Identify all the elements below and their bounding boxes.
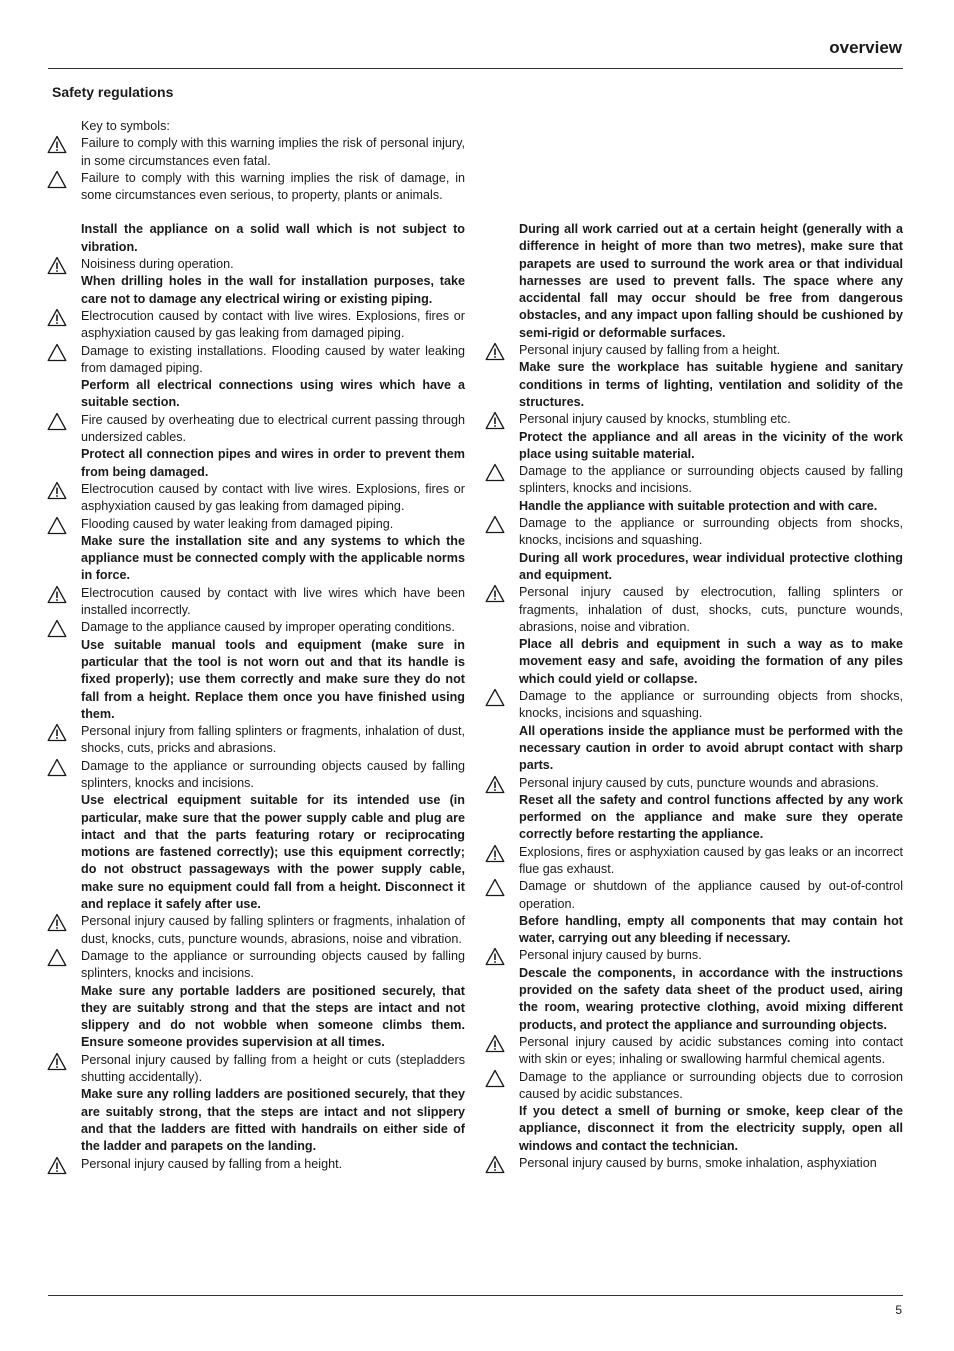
safety-instruction	[81, 983, 465, 1052]
hazard-description	[81, 1052, 465, 1087]
paragraph-text: Perform all electrical connections using wires which have a suitable section.	[81, 378, 465, 410]
warning-exclamation-triangle-icon	[47, 256, 67, 275]
hazard-description	[519, 1155, 903, 1172]
warning-triangle-icon	[47, 948, 67, 967]
paragraph-text: When drilling holes in the wall for installation purposes, take care not to damage any electrical wiring or existing piping.	[81, 274, 465, 306]
hazard-description	[81, 1156, 465, 1173]
safety-instruction	[519, 550, 903, 585]
hazard-description	[81, 308, 465, 343]
paragraph-text: Damage to the appliance or surrounding objects due to corrosion caused by acidic substances.	[519, 1069, 903, 1101]
paragraph-text: Protect all connection pipes and wires in order to prevent them from being damaged.	[81, 447, 465, 479]
safety-instruction	[519, 1103, 903, 1155]
safety-instruction	[81, 637, 465, 723]
header-title: overview	[829, 38, 902, 57]
key-to-symbols-label	[81, 118, 465, 135]
safety-instruction	[519, 965, 903, 1034]
hazard-description	[519, 775, 903, 792]
paragraph-text: Damage to the appliance caused by improper operating conditions.	[81, 620, 455, 635]
safety-instruction	[519, 359, 903, 411]
hazard-description	[81, 516, 465, 533]
paragraph-text: Damage to the appliance or surrounding objects from shocks, knocks, incisions and squashing.	[519, 689, 903, 721]
paragraph-text: Descale the components, in accordance with the instructions provided on the safety data sheet of the product used, airing the room, wearing protective clothing, avoid mixing different products, and protect the appliance and surrounding objects.	[519, 965, 903, 1032]
paragraph-text: During all work procedures, wear individual protective clothing and equipment.	[519, 550, 903, 582]
paragraph-text: During all work carried out at a certain height (generally with a difference in height of more than two metres), make sure that parapets are used to surround the work area or that individual harnesses are used to prevent falls. The space where any accidental fall may occur should be free from dangerous obstacles, and any impact upon falling should be cushioned by semi-rigid or deformable surfaces.	[519, 222, 903, 340]
safety-instruction	[81, 533, 465, 585]
hazard-description	[519, 1069, 903, 1104]
warning-triangle-icon	[47, 619, 67, 638]
hazard-description	[81, 619, 465, 636]
paragraph-text: Damage to the appliance or surrounding objects caused by falling splinters, knocks and incisions.	[519, 464, 903, 496]
hazard-description	[519, 342, 903, 359]
paragraph-text: Noisiness during operation.	[81, 257, 234, 272]
paragraph-text: Before handling, empty all components that may contain hot water, carrying out any bleeding if necessary.	[519, 913, 903, 946]
paragraph-text: Damage to existing installations. Flooding caused by water leaking from damaged piping.	[81, 343, 465, 375]
warning-triangle-icon	[485, 1069, 505, 1088]
paragraph-text: Electrocution caused by contact with live wires. Explosions, fires or asphyxiation caused by gas leaking from damaged piping.	[81, 308, 465, 341]
paragraph-text: Protect the appliance and all areas in the vicinity of the work place using suitable material.	[519, 429, 903, 461]
warning-exclamation-triangle-icon	[47, 1156, 67, 1175]
paragraph-text: All operations inside the appliance must be performed with the necessary caution in order to avoid abrupt contact with sharp parts.	[519, 723, 903, 773]
warning-exclamation-triangle-icon	[47, 913, 67, 932]
warning-triangle-icon	[485, 515, 505, 534]
hazard-description	[519, 411, 903, 428]
hazard-description	[519, 844, 903, 879]
safety-instruction	[81, 377, 465, 412]
paragraph-text: Electrocution caused by contact with live wires. Explosions, fires or asphyxiation caused by gas leaking from damaged piping.	[81, 481, 465, 514]
right-column	[519, 221, 903, 1172]
safety-instruction	[81, 446, 465, 481]
hazard-description	[519, 688, 903, 723]
paragraph-text: Personal injury caused by burns, smoke inhalation, asphyxiation	[519, 1156, 877, 1171]
hazard-description	[81, 135, 465, 170]
safety-instruction	[519, 792, 903, 844]
paragraph-text: Make sure any portable ladders are positioned securely, that they are suitably strong and that the steps are intact and not slippery and do not wobble when someone climbs them. Ensure someone provides supervision at all times.	[81, 983, 465, 1050]
warning-exclamation-triangle-icon	[47, 1052, 67, 1071]
warning-exclamation-triangle-icon	[485, 947, 505, 966]
safety-instruction	[81, 792, 465, 913]
warning-exclamation-triangle-icon	[485, 1034, 505, 1053]
paragraph-text: Place all debris and equipment in such a way as to make movement easy and safe, avoiding the formation of any piles which could yield or collapse.	[519, 637, 903, 686]
hazard-description	[81, 170, 465, 205]
warning-exclamation-triangle-icon	[485, 844, 505, 863]
paragraph-text: Reset all the safety and control functions affected by any work performed on the appliance and make sure they operate correctly before restarting the appliance.	[519, 792, 903, 842]
hazard-description	[519, 584, 903, 636]
hazard-description	[519, 947, 903, 964]
paragraph-text: Personal injury caused by falling from a height or cuts (stepladders shutting accidentally).	[81, 1052, 465, 1085]
paragraph-text: Personal injury caused by falling from a height.	[81, 1156, 343, 1171]
hazard-description	[81, 343, 465, 378]
safety-instruction	[519, 723, 903, 775]
paragraph-text: Personal injury caused by electrocution, falling splinters or fragments, inhalation of dust, shocks, cuts, puncture wounds, abrasions, noise and vibration.	[519, 585, 903, 634]
warning-triangle-icon	[485, 688, 505, 707]
safety-instruction	[519, 498, 903, 515]
paragraph-text: Personal injury caused by falling splinters or fragments, inhalation of dust, knocks, cuts, puncture wounds, abrasions, noise and vibration.	[81, 914, 465, 946]
warning-triangle-icon	[485, 878, 505, 897]
paragraph-text: Explosions, fires or asphyxiation caused by gas leaks or an incorrect flue gas exhaust.	[519, 844, 903, 876]
hazard-description	[81, 585, 465, 620]
paragraph-text: Use suitable manual tools and equipment (make sure in particular that the tool is not worn out and that its handle is fixed properly); use them correctly and make sure they do not fall from a height. Replace them once you have finished using them.	[81, 637, 465, 721]
footer-divider	[48, 1295, 903, 1296]
hazard-description	[519, 515, 903, 550]
warning-exclamation-triangle-icon	[485, 584, 505, 603]
page-number: 5	[895, 1303, 902, 1317]
warning-exclamation-triangle-icon	[485, 1155, 505, 1174]
warning-triangle-icon	[47, 758, 67, 777]
paragraph-text: Handle the appliance with suitable protection and with care.	[519, 498, 878, 513]
paragraph-text: Make sure the installation site and any systems to which the appliance must be connected comply with the applicable norms in force.	[81, 533, 465, 583]
hazard-description	[81, 913, 465, 948]
paragraph-text: Personal injury from falling splinters or fragments, inhalation of dust, shocks, cuts, pricks and abrasions.	[81, 724, 465, 756]
hazard-description	[81, 412, 465, 447]
header-divider	[48, 68, 903, 69]
safety-instruction	[519, 913, 903, 948]
safety-instruction	[81, 221, 465, 256]
warning-triangle-icon	[47, 412, 67, 431]
paragraph-text: Damage to the appliance or surrounding objects caused by falling splinters, knocks and incisions.	[81, 948, 465, 981]
hazard-description	[519, 878, 903, 913]
hazard-description	[81, 256, 465, 273]
left-column	[81, 118, 465, 1173]
paragraph-text: Damage or shutdown of the appliance caused by out-of-control operation.	[519, 879, 903, 911]
hazard-description	[81, 481, 465, 516]
hazard-description	[81, 723, 465, 758]
warning-triangle-icon	[47, 343, 67, 362]
safety-instruction	[519, 636, 903, 688]
paragraph-text: Damage to the appliance or surrounding objects from shocks, knocks, incisions and squashing.	[519, 516, 903, 548]
warning-exclamation-triangle-icon	[47, 481, 67, 500]
warning-exclamation-triangle-icon	[47, 585, 67, 604]
paragraph-text: Personal injury caused by knocks, stumbling etc.	[519, 412, 791, 427]
paragraph-text: Personal injury caused by falling from a height.	[519, 343, 781, 358]
paragraph-text: Flooding caused by water leaking from damaged piping.	[81, 516, 394, 531]
section-title: Safety regulations	[52, 84, 174, 100]
paragraph-text: Failure to comply with this warning implies the risk of personal injury, in some circumstances even fatal.	[81, 136, 465, 168]
paragraph-text: If you detect a smell of burning or smoke, keep clear of the appliance, disconnect it from the electricity supply, open all windows and contact the technician.	[519, 1104, 903, 1153]
paragraph-text: Make sure any rolling ladders are positioned securely, that they are suitably strong, that the steps are intact and not slippery and that the ladders are fitted with handrails on either side of the ladder and parapets on the landing.	[81, 1087, 465, 1154]
warning-exclamation-triangle-icon	[47, 135, 67, 154]
paragraph-text: Install the appliance on a solid wall which is not subject to vibration.	[81, 222, 465, 254]
hazard-description	[81, 758, 465, 793]
warning-triangle-icon	[47, 170, 67, 189]
safety-instruction	[81, 273, 465, 308]
hazard-description	[81, 948, 465, 983]
warning-exclamation-triangle-icon	[485, 775, 505, 794]
warning-exclamation-triangle-icon	[47, 308, 67, 327]
safety-instruction	[519, 429, 903, 464]
paragraph-text: Use electrical equipment suitable for its intended use (in particular, make sure that the power supply cable and plug are intact and that the parts featuring rotary or reciprocating motions are fastened correctly); use this equipment correctly; do not obstruct passageways with the power supply cable, make sure no equipment could fall from a height. Disconnect it and replace it safely after use.	[81, 793, 465, 912]
paragraph-text: Personal injury caused by cuts, puncture wounds and abrasions.	[519, 775, 879, 790]
paragraph-text: Damage to the appliance or surrounding objects caused by falling splinters, knocks and incisions.	[81, 758, 465, 790]
warning-exclamation-triangle-icon	[485, 411, 505, 430]
paragraph-text: Failure to comply with this warning implies the risk of damage, in some circumstances even serious, to property, plants or animals.	[81, 170, 465, 203]
hazard-description	[519, 1034, 903, 1069]
paragraph-text: Personal injury caused by acidic substances coming into contact with skin or eyes; inhaling or swallowing harmful chemical agents.	[519, 1034, 903, 1067]
paragraph-text: Electrocution caused by contact with live wires which have been installed incorrectly.	[81, 585, 465, 618]
paragraph-text: Fire caused by overheating due to electrical current passing through undersized cables.	[81, 412, 465, 445]
hazard-description	[519, 463, 903, 498]
warning-triangle-icon	[485, 463, 505, 482]
warning-exclamation-triangle-icon	[47, 723, 67, 742]
paragraph-text: Make sure the workplace has suitable hygiene and sanitary conditions in terms of lighting, ventilation and solidity of the structures.	[519, 360, 903, 409]
paragraph-text: Key to symbols:	[81, 119, 170, 133]
safety-instruction	[81, 1086, 465, 1155]
warning-exclamation-triangle-icon	[485, 342, 505, 361]
safety-instruction	[519, 221, 903, 342]
paragraph-text: Personal injury caused by burns.	[519, 948, 702, 963]
warning-triangle-icon	[47, 516, 67, 535]
